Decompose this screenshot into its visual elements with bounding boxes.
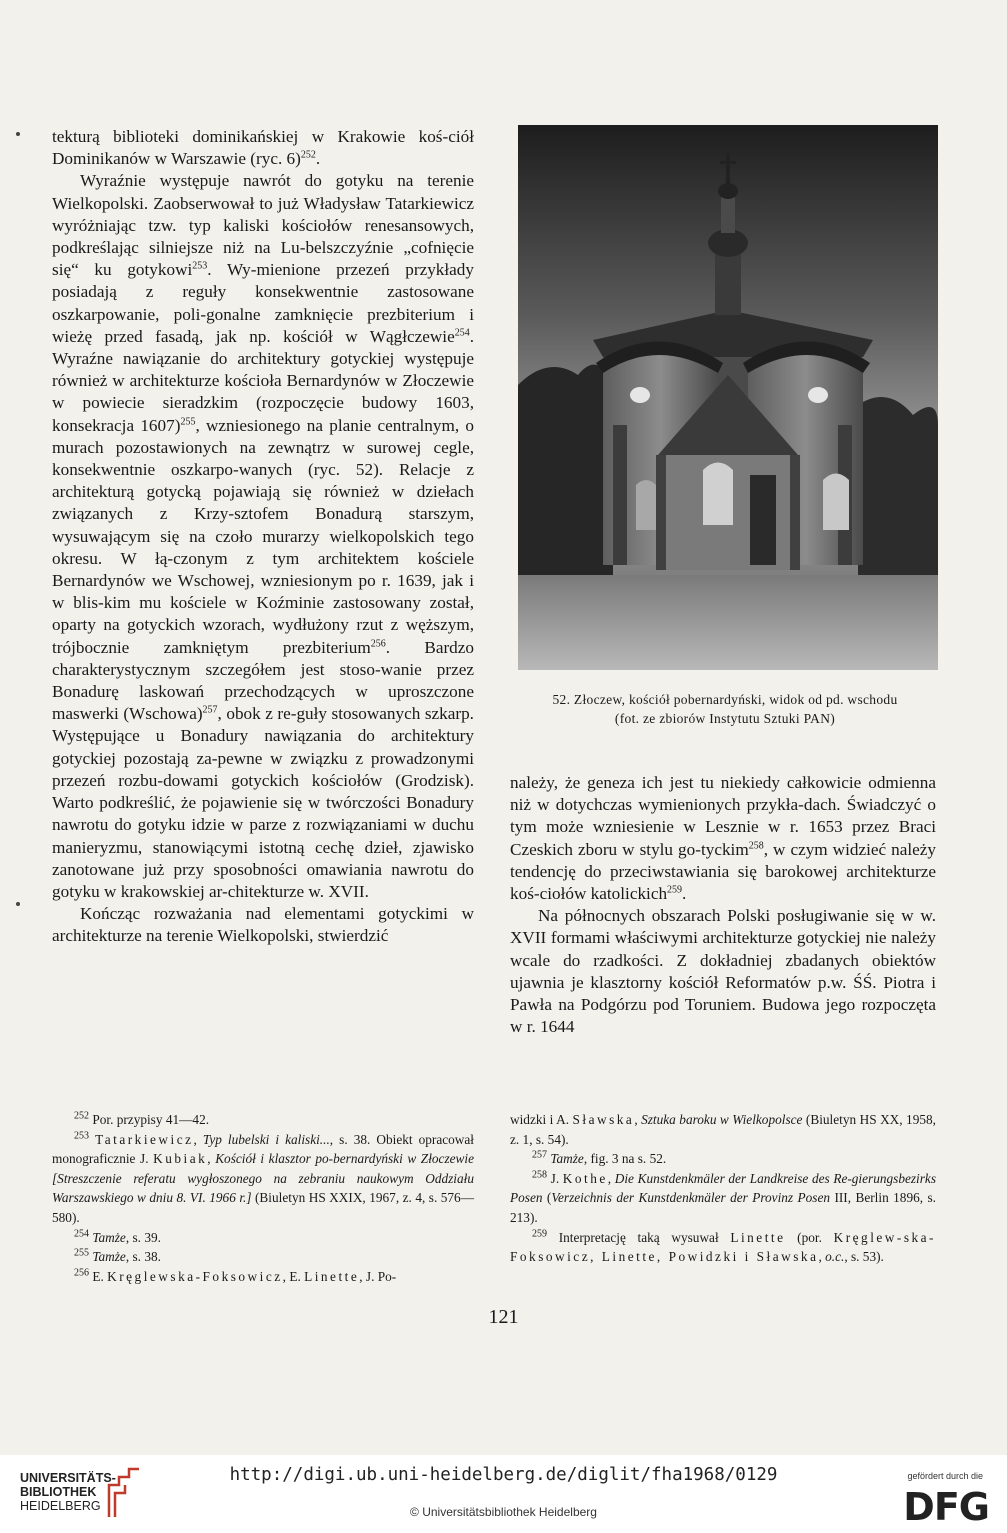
paragraph: należy, że geneza ich jest tu niekiedy całkowicie odmienna niż w dotychczas wymienionych przykła-dach. Świadczyć o tym może wzniesienie w Lesznie w r. 1653 przez Braci Czeskich zboru w stylu go-tyckim$^{258}$, w czym widzieć należy tendencję do przeciwstawiania się barokowej architekturze koś-ciołów katolickich$^{259}$. — [510, 773, 936, 904]
copyright-notice: © Universitätsbibliothek Heidelberg — [410, 1505, 597, 1519]
footer-bar — [0, 1455, 1007, 1533]
funding-note: gefördert durch die — [907, 1471, 983, 1481]
footnote-258: $^{258}$ J. Kothe, Die Kunstdenkmäler der Landkreise des Re-gierungsbezirks Posen (Verzeichnis der Kunstdenkmäler der Provinz Posen III, Berlin 1896, s. 213). — [510, 1169, 936, 1225]
dfg-logo[interactable]: DFG — [903, 1485, 989, 1529]
paragraph: Kończąc rozważania nad elementami gotyckimi w architekturze na terenie Wielkopolski, stwierdzić — [52, 904, 474, 946]
page-mark — [16, 902, 20, 906]
caption-credit: (fot. ze zbiorów Instytutu Sztuki PAN) — [614, 711, 836, 726]
footnote-253: $^{253}$ Tatarkiewicz, Typ lubelski i kaliski..., s. 38. Obiekt opracował monograficznie J. Kubiak, Kościół i klasztor po-bernardyński w Złoczewie [Streszczenie referatu wygłoszonego na zebraniu naukowym Oddziału Warszawskiego w dniu 8. VI. 1966 r.] (Biuletyn HS XXIX, 1967, z. 4, s. 576—580). — [52, 1130, 475, 1225]
footnote-continuation: widzki i A. Sławska, Sztuka baroku w Wielkopolsce (Biuletyn HS XX, 1958, z. 1, s. 54). — [510, 1112, 936, 1147]
page-number: 121 — [488, 1306, 519, 1328]
footnotes-right — [510, 1110, 936, 1267]
footnote-259: $^{259}$ Interpretację taką wysuwał Linette (por. Kręglew-ska-Foksowicz, Linette, Powidzki i Sławska, o.c., s. 53). — [510, 1228, 936, 1265]
paragraph: Wyraźnie występuje nawrót do gotyku na terenie Wielkopolski. Zaobserwował to już Władysław Tatarkiewicz wyróżniając tzw. typ kaliski kościołów renesansowych, podkreślając silniejsze niż na Lu-belszczyźnie „cofnięcie się“ ku gotykowi$^{253}$. Wy-mienione przezeń przykłady posiadają z reguły konsekwentnie zastosowane oszkarpowanie, poli-gonalne zamknięcie prezbiterium i wieżę przed fasadą, jak np. kościół w Wągłczewie$^{254}$. Wyraźne nawiązanie do architektury gotyckiej występuje również w architekturze kościoła Bernardynów w Złoczewie w powiecie sieradzkim (rozpoczęcie budowy 1603, konsekracja 1607)$^{255}$, wzniesionego na planie centralnym, o murach pozostawionych na zewnątrz w surowej cegle, konsekwentnie oszkarpo-wanych (ryc. 52). Relacje z architekturą gotycką pojawiają się również w dziełach związanych z Krzy-sztofem Bonadurą starszym, wysuwającym się na czoło murarzy wielkopolskich tego okresu. W łą-czonym z tym architektem kościele Bernardynów we Wschowej, wzniesionym po r. 1639, jak i w blis-kim mu kościele w Koźminie zastosowany został, oparty na gotyckich wzorach, wydłużony rzut z węższym, trójbocznie zamkniętym prezbiterium$^{256}$. Bardzo charakterystycznym szczegółem jest stoso-wanie przez Bonadurę laskowań przechodzących w uproszczone maswerki (Wschowa)$^{257}$, obok z re-guły stosowanych szkarp. Występujące u Bonadury nawiązania do architektury gotyckiej pozostają za-pewne w związku z prowadzonymi przezeń rozbu-dowami gotyckich kościołów (Grodzisk). Warto podkreślić, że pojawienie się w twórczości Bonadury nawrotu do gotyku idzie w parze z rozwiązaniami w duchu manieryzmu, stanowiącymi istotną cechę dzieł, zjawisko zanotowane już przy sposobności omawiania nawrotu do gotyku w krakowskiej ar-chitekturze w. XVII. — [52, 171, 474, 901]
paragraph: Na północnych obszarach Polski posługiwanie się w w. XVII formami właściwymi architekturze gotyckiej nie należy wcale do rzadkości. Z dokładniej zbadanych obiektów ujawnia je klasztorny kościół Reformatów p.w. ŚŚ. Piotra i Pawła na Podgórzu pod Toruniem. Budowa jego rozpoczęta w r. 1644 — [510, 906, 936, 1037]
footnote-252: $^{252}$ Por. przypisy 41—42. — [74, 1110, 210, 1127]
permalink-url[interactable]: http://digi.ub.uni-heidelberg.de/diglit/fha1968/0129 — [229, 1465, 778, 1485]
church-photograph — [518, 125, 938, 670]
figure-caption — [505, 690, 945, 728]
footnote-254: $^{254}$ Tamże, s. 39. — [74, 1228, 161, 1245]
footnote-257: $^{257}$ Tamże, fig. 3 na s. 52. — [532, 1149, 667, 1167]
footnote-255: $^{255}$ Tamże, s. 38. — [74, 1247, 161, 1265]
library-logo-text[interactable]: UNIVERSITÄTS- BIBLIOTHEK HEIDELBERG — [20, 1471, 116, 1513]
footnote-256: $^{256}$ E. Kręglewska-Foksowicz, E. Linette, J. Po- — [74, 1267, 397, 1284]
footnotes-left — [52, 1110, 474, 1286]
left-text-column — [52, 126, 474, 948]
paragraph: tekturą biblioteki dominikańskiej w Krakowie koś-ciół Dominikanów w Warszawie (ryc. 6)$^{252}$. — [52, 127, 474, 169]
right-text-column — [510, 772, 936, 1038]
caption-line: 52. Złoczew, kościół pobernardyński, widok od pd. wschodu — [552, 692, 898, 707]
page-mark — [16, 132, 20, 136]
